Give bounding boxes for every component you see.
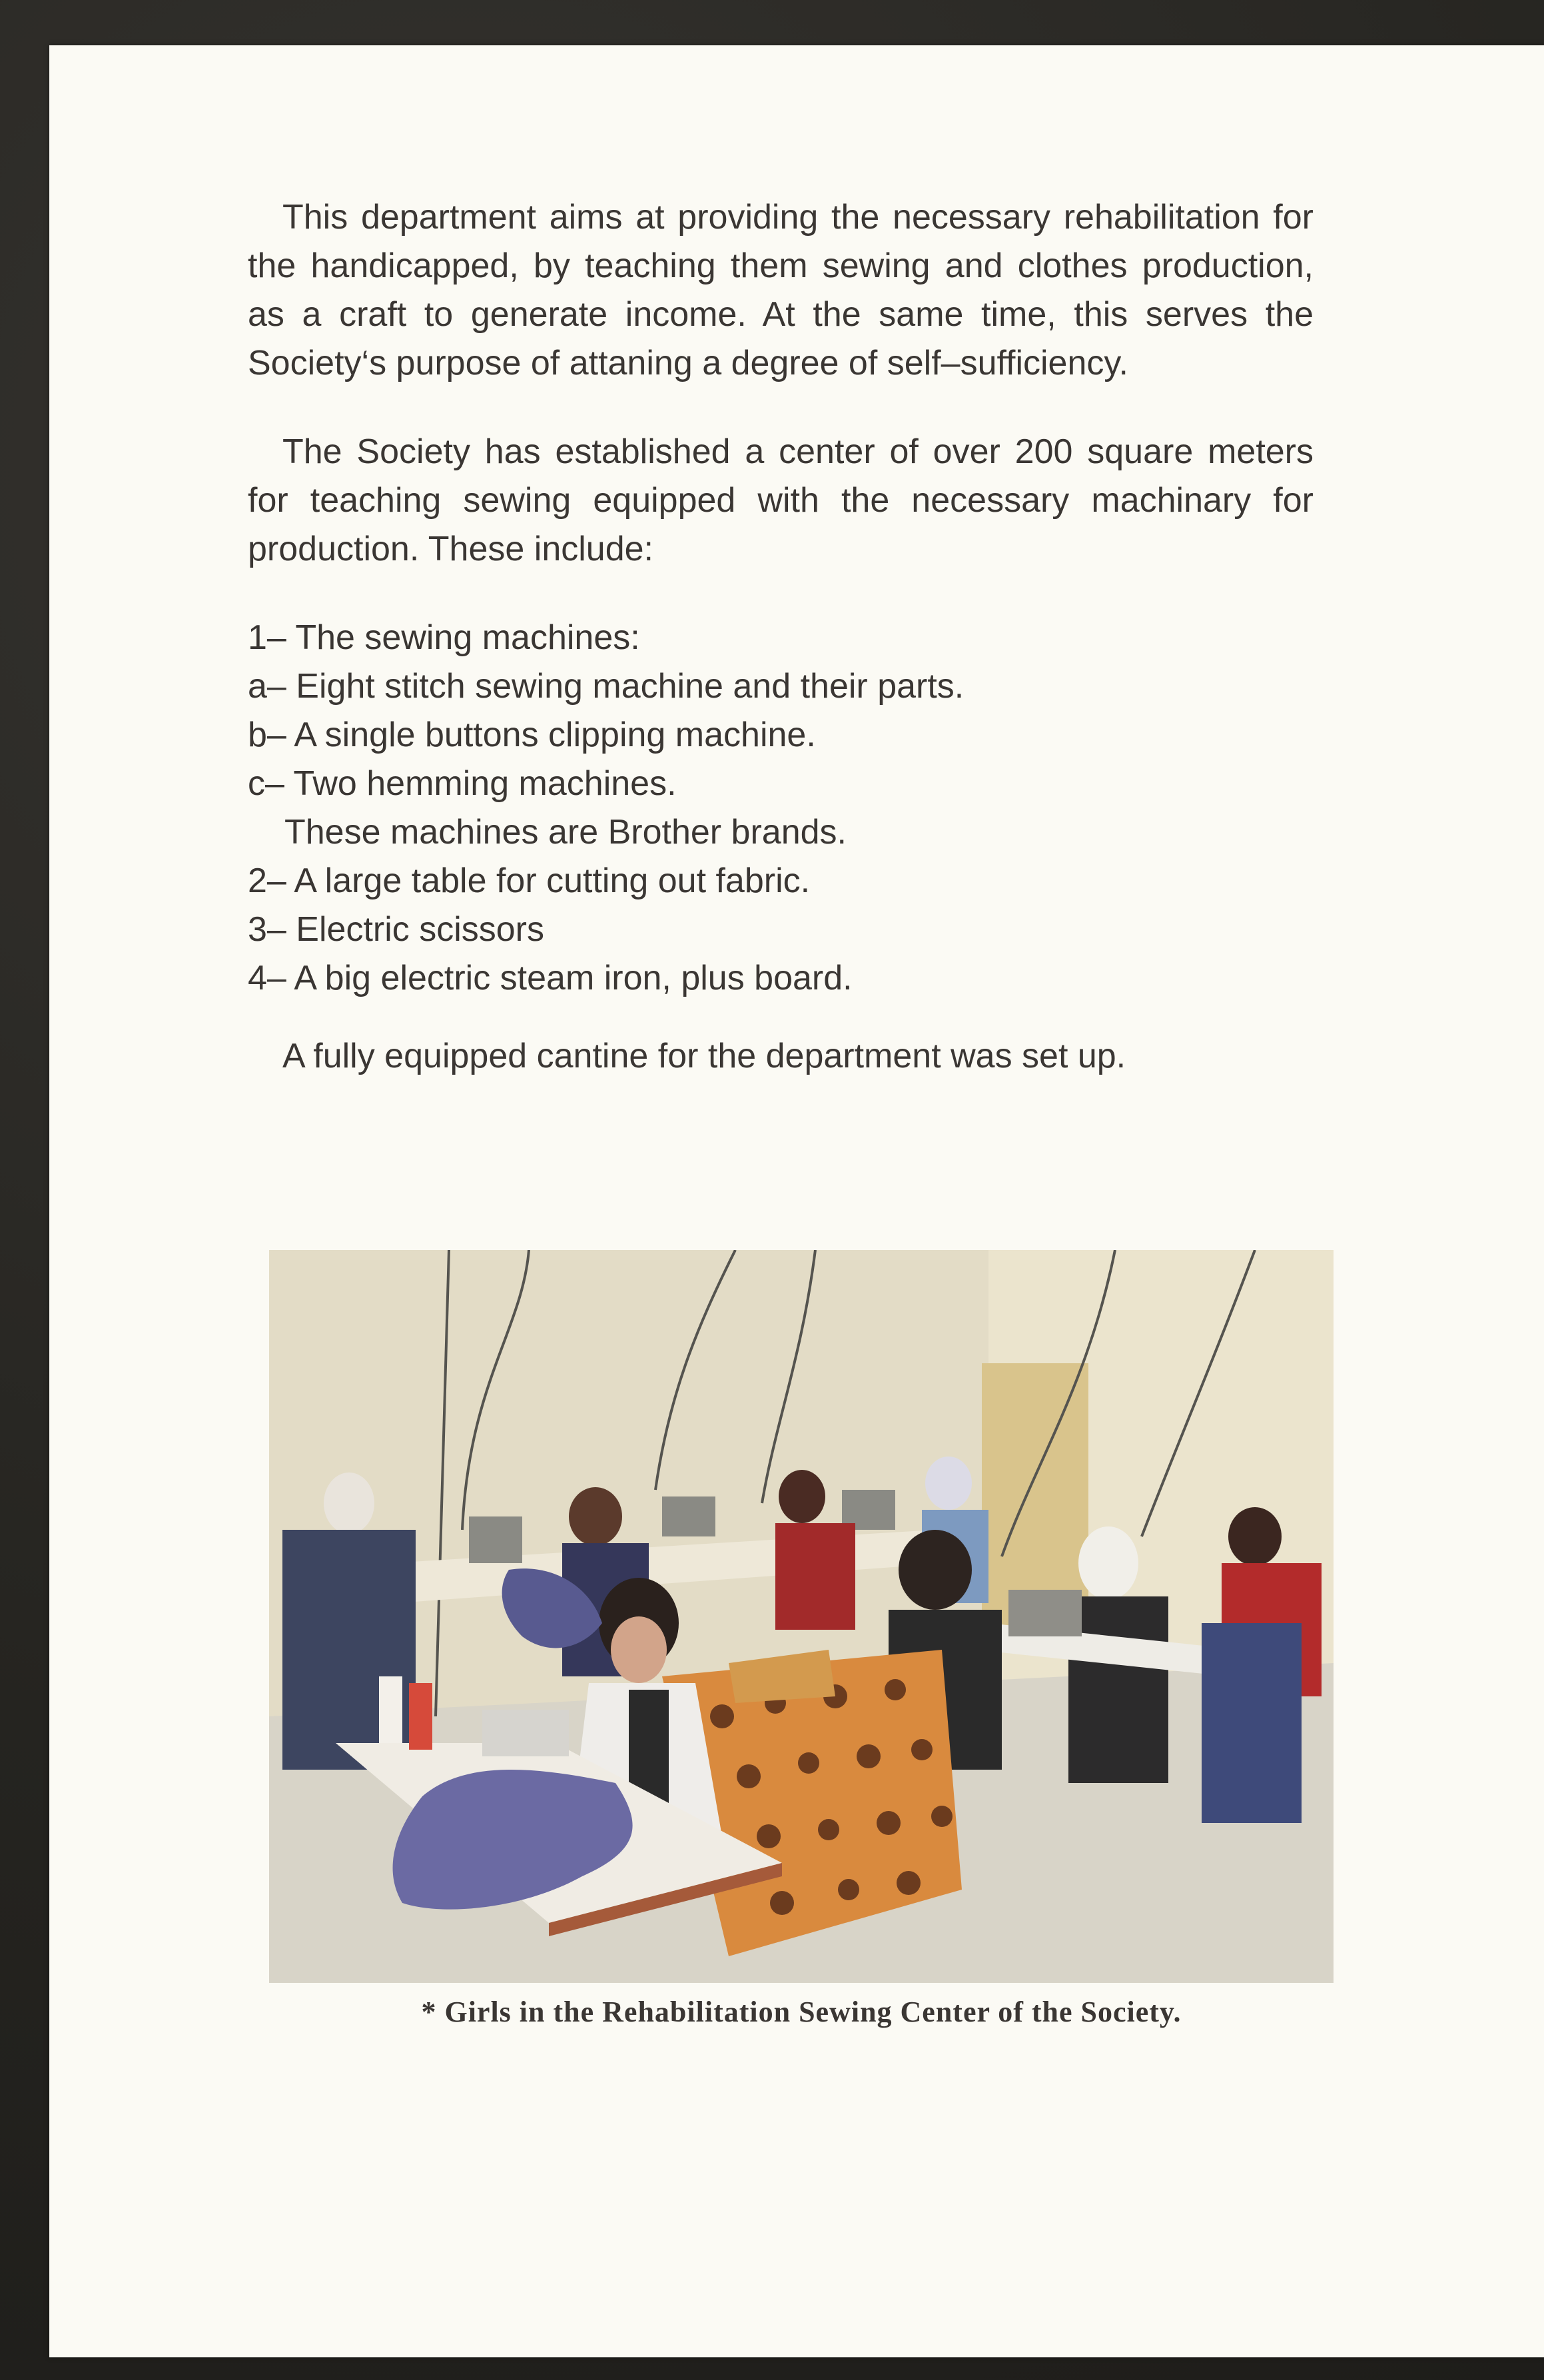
list-item: 1– The sewing machines: [248,618,640,657]
list-item: These machines are Brother brands. [284,813,847,852]
center-paragraph: The Society has established a center of over 200 square meters for teaching sewing equipped with the necessary machinary for production. These include: [248,432,1314,568]
cantine-paragraph: A fully equipped cantine for the department was set up. [282,1037,1126,1075]
list-item: c– Two hemming machines. [248,764,677,803]
sewing-center-photo [269,1250,1334,1983]
list-item: 2– A large table for cutting out fabric. [248,862,811,900]
list-item: b– A single buttons clipping machine. [248,716,816,754]
list-item: a– Eight stitch sewing machine and their parts. [248,667,965,706]
list-item: 3– Electric scissors [248,910,544,949]
list-item: 4– A big electric steam iron, plus board. [248,959,853,997]
intro-paragraph: This department aims at providing the necessary rehabilitation for the handicapped, by teaching them sewing and clothes production, as a craft to generate income. At the same time, this serves the Society‘s purpose of attaning a degree of self–sufficiency. [248,198,1314,382]
photo-caption: * Girls in the Rehabilitation Sewing Center of the Society. [421,1996,1182,2028]
body-text [248,193,1314,1081]
equipment-list [248,614,1314,1003]
